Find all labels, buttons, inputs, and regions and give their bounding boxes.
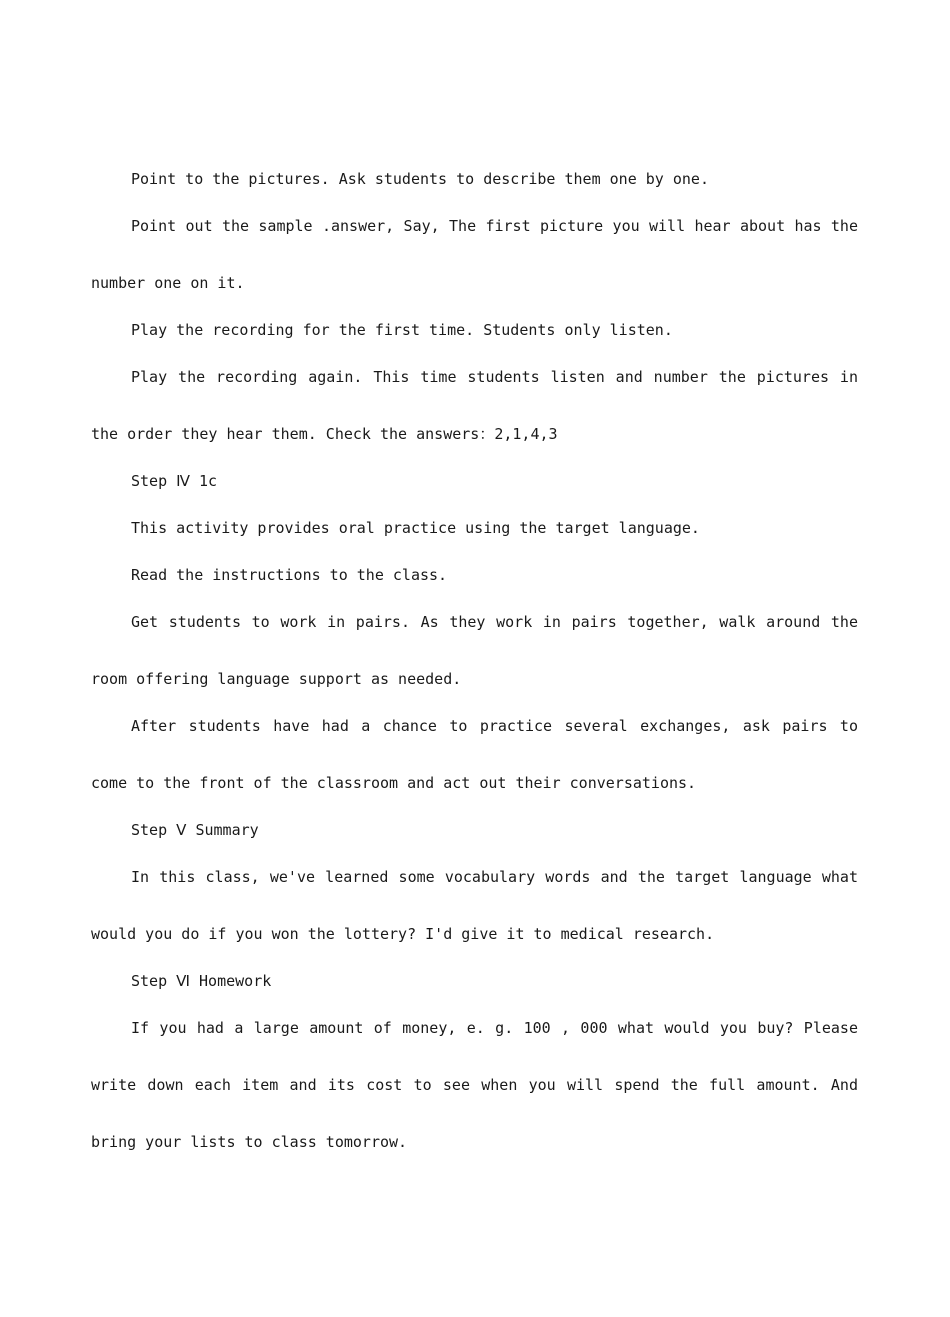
paragraph-work-in-pairs: Get students to work in pairs. As they work in pairs together, walk around the room offering language support as needed. bbox=[91, 613, 858, 688]
step-5-heading: Step Ⅴ Summary bbox=[131, 821, 259, 839]
paragraph-read-instructions: Read the instructions to the class. bbox=[131, 566, 448, 584]
document-body bbox=[91, 151, 858, 1161]
paragraph-sample-answer: Point out the sample .answer, Say, The first picture you will hear about has the number one on it. bbox=[91, 217, 858, 292]
paragraph-homework: If you had a large amount of money, e. g. 100 , 000 what would you buy? Please write down each item and its cost to see when you will spend the full amount. And bring your lists to class tomorrow. bbox=[91, 1019, 858, 1151]
step-4-heading: Step Ⅳ 1c bbox=[131, 472, 218, 490]
paragraph-play-first-time: Play the recording for the first time. Students only listen. bbox=[131, 321, 673, 339]
paragraph-point-to-pictures: Point to the pictures. Ask students to describe them one by one. bbox=[131, 170, 709, 188]
paragraph-summary: In this class, we've learned some vocabulary words and the target language what would you do if you won the lottery? I'd give it to medical research. bbox=[91, 868, 858, 943]
paragraph-oral-practice: This activity provides oral practice using the target language. bbox=[131, 519, 700, 537]
step-6-heading: Step Ⅵ Homework bbox=[131, 972, 272, 990]
paragraph-play-again: Play the recording again. This time students listen and number the pictures in the order they hear them. Check the answers：2,1,4,3 bbox=[91, 368, 858, 443]
paragraph-act-out: After students have had a chance to practice several exchanges, ask pairs to come to the front of the classroom and act out their conversations. bbox=[91, 717, 858, 792]
